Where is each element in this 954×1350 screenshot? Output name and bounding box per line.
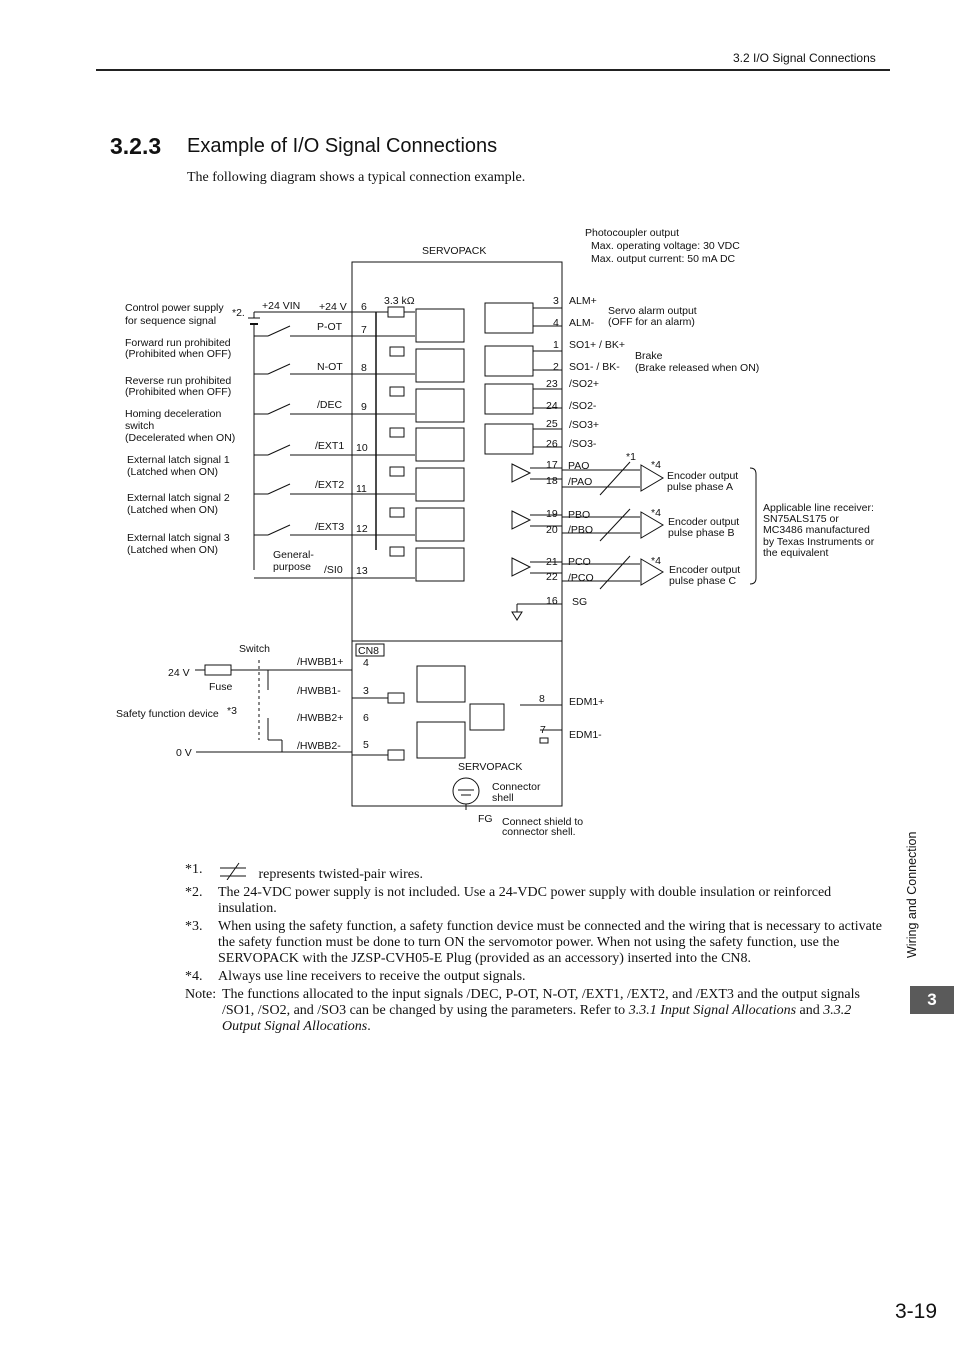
output-pin-24: 24 — [546, 400, 558, 412]
pulse-pin-18: 18 — [546, 475, 558, 487]
control-power-line-2: for sequence signal — [125, 315, 217, 327]
sg-label: SG — [572, 596, 588, 608]
output-pin-1: 1 — [553, 339, 559, 351]
input-desc-ext1-2: (Latched when ON) — [127, 466, 219, 478]
input-desc-ext3-2: (Latched when ON) — [127, 544, 219, 556]
pulse-pin-17: 17 — [546, 459, 558, 471]
photocoupler-line-3: Max. output current: 50 mA DC — [591, 253, 736, 265]
input-signal-si0: /SI0 — [324, 564, 343, 576]
v24-label: +24 V — [319, 301, 347, 313]
input-pin-dec: 9 — [361, 401, 367, 413]
footnote-text: represents twisted-pair wires. — [258, 867, 423, 882]
sidebar-chapter-label — [903, 810, 923, 960]
input-desc-ext3-1: External latch signal 3 — [127, 532, 230, 544]
output-pin-3: 3 — [553, 295, 559, 307]
servo-alarm-line-2: (OFF for an alarm) — [608, 316, 695, 328]
pulse-b-line-2: pulse phase B — [668, 527, 735, 539]
sg-pin: 16 — [546, 595, 558, 607]
note2-marker: *2. — [232, 307, 245, 319]
input-desc-not-2: (Prohibited when OFF) — [125, 386, 232, 398]
hwbb1-plus-signal: /HWBB1+ — [297, 656, 344, 668]
input-signal-dec: /DEC — [317, 399, 343, 411]
footnote-marker: *2. — [185, 885, 203, 900]
resistor-label: 3.3 kΩ — [384, 295, 415, 307]
edm-plus-signal: EDM1+ — [569, 696, 605, 708]
output-signal-so1-plus: SO1+ / BK+ — [569, 339, 626, 351]
pulse-c-line-1: Encoder output — [669, 564, 741, 576]
input-signal-pot: P-OT — [317, 321, 343, 333]
pulse-a-line-2: pulse phase A — [667, 481, 733, 493]
pulse-pin-21: 21 — [546, 556, 558, 568]
mark-1: *1 — [626, 451, 636, 463]
mark-3: *3 — [227, 705, 237, 717]
output-signal-alm-minus: ALM- — [569, 317, 595, 329]
mark-4-a: *4 — [651, 459, 661, 471]
input-pin-ext1: 10 — [356, 442, 368, 454]
pulse-signal-pco-bar: /PCO — [568, 572, 594, 584]
input-pin-pot: 7 — [361, 324, 367, 336]
final-note — [185, 987, 893, 1035]
footnote-4 — [185, 969, 893, 985]
edm-minus-signal: EDM1- — [569, 729, 602, 741]
mark-4-c: *4 — [651, 555, 661, 567]
input-desc-ext2-2: (Latched when ON) — [127, 504, 219, 516]
output-pin-25: 25 — [546, 418, 558, 430]
v24-supply-label: 24 V — [168, 667, 190, 679]
output-signal-so2-minus: /SO2- — [569, 400, 597, 412]
line-receiver-2: SN75ALS175 or — [763, 513, 839, 525]
footnote-1 — [185, 862, 893, 883]
hwbb2-plus-pin: 6 — [363, 712, 369, 724]
line-receiver-3: MC3486 manufactured — [763, 524, 870, 536]
output-signal-so3-minus: /SO3- — [569, 438, 597, 450]
pulse-b-line-1: Encoder output — [668, 516, 740, 528]
connector-shell-1: Connector — [492, 781, 541, 793]
hwbb2-minus-signal: /HWBB2- — [297, 740, 341, 752]
note-and: and — [799, 1003, 820, 1018]
section-title: Example of I/O Signal Connections — [187, 135, 498, 157]
footnote-2 — [185, 885, 893, 917]
edm-pin-7: 7 — [540, 724, 546, 736]
footnote-marker: *3. — [185, 919, 203, 934]
vin-label: +24 VIN — [262, 300, 301, 312]
pulse-signal-pao: PAO — [568, 460, 590, 472]
mark-4-b: *4 — [651, 507, 661, 519]
footnote-3 — [185, 919, 893, 967]
note-end: . — [367, 1019, 371, 1034]
chapter-tab: 3 — [910, 986, 954, 1014]
page-number: 3-19 — [895, 1300, 938, 1323]
pulse-c-line-2: pulse phase C — [669, 575, 737, 587]
servo-alarm-line-1: Servo alarm output — [608, 305, 697, 317]
pulse-a-line-1: Encoder output — [667, 470, 739, 482]
shield-line-1: Connect shield to — [502, 816, 584, 828]
input-signal-ext2: /EXT2 — [315, 479, 345, 491]
hwbb2-plus-signal: /HWBB2+ — [297, 712, 344, 724]
brake-line-2: (Brake released when ON) — [635, 362, 760, 374]
ref-output-allocations[interactable]: 3.3.2 Output Signal Allocations — [222, 1003, 852, 1034]
pulse-pin-20: 20 — [546, 524, 558, 536]
output-pin-26: 26 — [546, 438, 558, 450]
footnote-marker: *1. — [185, 862, 203, 877]
servopack-bottom-label: SERVOPACK — [458, 761, 523, 773]
brake-line-1: Brake — [635, 350, 663, 362]
pulse-signal-pbo-bar: /PBO — [568, 524, 594, 536]
footnote-text: The 24-VDC power supply is not included. Use a 24-VDC power supply with double insulation or reinforced insulation. — [218, 885, 832, 916]
input-pin-ext2: 11 — [356, 483, 367, 495]
input-pin-not: 8 — [361, 362, 367, 374]
input-desc-ext2-1: External latch signal 2 — [127, 492, 230, 504]
input-signal-ext3: /EXT3 — [315, 521, 345, 533]
output-signal-so1-minus: SO1- / BK- — [569, 361, 620, 373]
ref-input-allocations[interactable]: 3.3.1 Input Signal Allocations — [628, 1003, 797, 1018]
pulse-signal-pbo: PBO — [568, 509, 591, 521]
switch-label: Switch — [239, 643, 270, 655]
output-signal-alm-plus: ALM+ — [569, 295, 597, 307]
twisted-pair-icon — [218, 862, 248, 876]
output-pin-23: 23 — [546, 378, 558, 390]
edm-pin-8: 8 — [539, 693, 545, 705]
sidebar-text: Wiring and Connection — [905, 831, 919, 958]
line-receiver-4: by Texas Instruments or — [763, 536, 875, 548]
footnote-marker: *4. — [185, 969, 203, 984]
pin-6-label: 6 — [361, 301, 367, 313]
servopack-top-label: SERVOPACK — [422, 245, 487, 257]
running-header: 3.2 I/O Signal Connections — [733, 51, 876, 65]
note-text: The functions allocated to the input signals /DEC, P-OT, N-OT, /EXT1, /EXT2, and /EXT3 and the output signals /SO1, /SO2, and /SO3 can be changed by using the parameters. Refer to — [222, 987, 860, 1018]
pulse-signal-pco: PCO — [568, 556, 591, 568]
input-pin-si0: 13 — [356, 565, 368, 577]
note-marker: Note: — [185, 987, 217, 1002]
input-desc-pot-1: Forward run prohibited — [125, 337, 231, 349]
input-signal-ext1: /EXT1 — [315, 440, 345, 452]
input-desc-pot-2: (Prohibited when OFF) — [125, 348, 232, 360]
photocoupler-line-2: Max. operating voltage: 30 VDC — [591, 240, 740, 252]
cn8-label: CN8 — [358, 645, 380, 657]
input-signal-not: N-OT — [317, 361, 343, 373]
v0-label: 0 V — [176, 747, 192, 759]
footnote-text: Always use line receivers to receive the output signals. — [218, 969, 526, 984]
input-desc-dec-3: (Decelerated when ON) — [125, 432, 236, 444]
hwbb2-minus-pin: 5 — [363, 739, 369, 751]
output-pin-4: 4 — [553, 317, 559, 329]
input-desc-dec-2: switch — [125, 420, 155, 432]
footnote-text: When using the safety function, a safety function device must be connected and the wiring that is necessary to activate the safety function must be done to turn ON the servomotor power. When not using the safety function, use the SERVOPACK with the JZSP-CVH05-E Plug (provided as an accessory) inserted into the CN8. — [218, 919, 882, 966]
input-desc-si0-1: General- — [273, 549, 314, 561]
hwbb1-minus-pin: 3 — [363, 685, 369, 697]
input-desc-si0-2: purpose — [273, 561, 311, 573]
pulse-pin-19: 19 — [546, 508, 558, 520]
input-pin-ext3: 12 — [356, 523, 368, 535]
input-desc-ext1-1: External latch signal 1 — [127, 454, 230, 466]
pulse-pin-22: 22 — [546, 571, 558, 583]
output-signal-so3-plus: /SO3+ — [569, 419, 600, 431]
safety-device-label: Safety function device — [116, 708, 219, 720]
input-desc-not-1: Reverse run prohibited — [125, 375, 232, 387]
fg-label: FG — [478, 813, 493, 825]
line-receiver-5: the equivalent — [763, 547, 829, 559]
fuse-label: Fuse — [209, 681, 233, 693]
line-receiver-1: Applicable line receiver: — [763, 502, 874, 514]
footnotes — [185, 862, 893, 1037]
connector-shell-2: shell — [492, 792, 514, 804]
output-signal-so2-plus: /SO2+ — [569, 378, 600, 390]
hwbb1-minus-signal: /HWBB1- — [297, 685, 341, 697]
output-pin-2: 2 — [553, 361, 559, 373]
photocoupler-line-1: Photocoupler output — [585, 227, 679, 239]
hwbb1-plus-pin: 4 — [363, 657, 369, 669]
pulse-signal-pao-bar: /PAO — [568, 476, 593, 488]
intro-text: The following diagram shows a typical connection example. — [187, 170, 526, 185]
section-number: 3.2.3 — [110, 133, 162, 159]
control-power-line-1: Control power supply — [125, 302, 224, 314]
shield-line-2: connector shell. — [502, 826, 576, 838]
input-desc-dec-1: Homing deceleration — [125, 408, 222, 420]
